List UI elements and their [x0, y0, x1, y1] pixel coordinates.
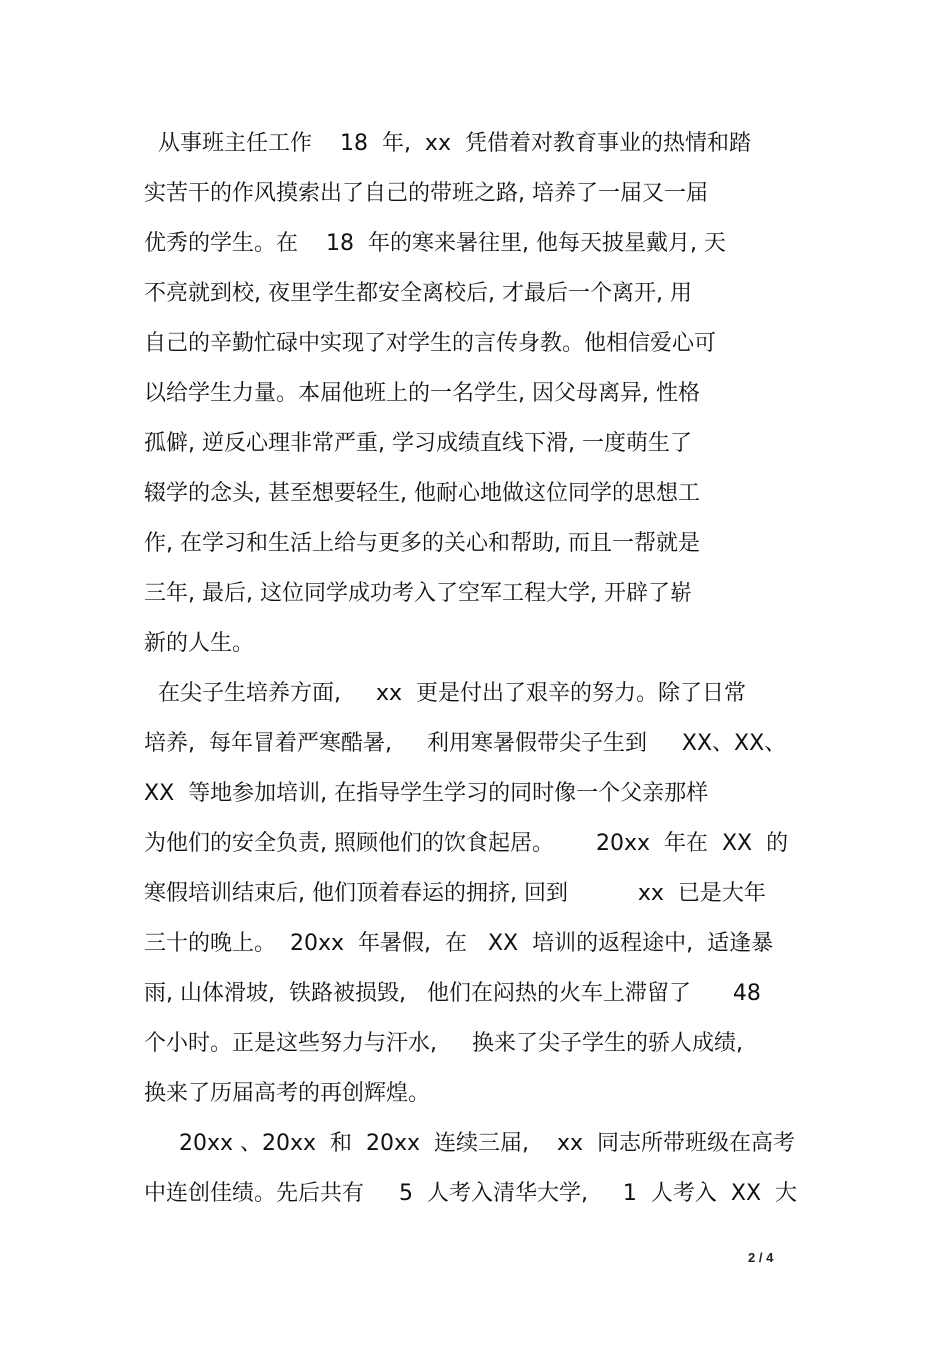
text-line: XX 等地参加培训, 在指导学生学习的同时像一个父亲那样 — [144, 781, 709, 806]
text-line: 辍学的念头, 甚至想要轻生, 他耐心地做这位同学的思想工 — [144, 481, 700, 506]
text-line: 孤僻, 逆反心理非常严重, 学习成绩直线下滑, 一度萌生了 — [144, 431, 692, 456]
text-line: 个小时。正是这些努力与汗水, 换来了尖子学生的骄人成绩, — [144, 1031, 743, 1056]
text-line: 从事班主任工作 18 年, xx 凭借着对教育事业的热情和踏 — [144, 131, 751, 156]
text-line: 实苦干的作风摸索出了自己的带班之路, 培养了一届又一届 — [144, 181, 708, 206]
text-line: 新的人生。 — [144, 631, 255, 656]
text-line: 为他们的安全负责, 照顾他们的饮食起居。 20xx 年在 XX 的 — [144, 831, 789, 856]
page-number: 2 / 4 — [748, 1250, 774, 1265]
text-line: 不亮就到校, 夜里学生都安全离校后, 才最后一个离开, 用 — [144, 281, 692, 306]
text-line: 作, 在学习和生活上给与更多的关心和帮助, 而且一帮就是 — [144, 531, 700, 556]
text-line: 三年, 最后, 这位同学成功考入了空军工程大学, 开辟了崭 — [144, 581, 692, 606]
text-line: 三十的晚上。 20xx 年暑假, 在 XX 培训的返程途中, 适逢暴 — [144, 931, 774, 956]
text-line: 寒假培训结束后, 他们顶着春运的拥挤, 回到 xx 已是大年 — [144, 881, 766, 906]
text-line: 20xx 、20xx 和 20xx 连续三届, xx 同志所带班级在高考 — [144, 1131, 796, 1156]
text-line: 优秀的学生。在 18 年的寒来暑往里, 他每天披星戴月, 天 — [144, 231, 726, 256]
text-line: 自己的辛勤忙碌中实现了对学生的言传身教。他相信爱心可 — [144, 331, 717, 356]
text-line: 以给学生力量。本届他班上的一名学生, 因父母离异, 性格 — [144, 381, 700, 406]
text-line: 中连创佳绩。先后共有 5 人考入清华大学, 1 人考入 XX 大 — [144, 1181, 798, 1206]
text-line: 换来了历届高考的再创辉煌。 — [144, 1081, 431, 1106]
text-line: 在尖子生培养方面, xx 更是付出了艰辛的努力。除了日常 — [144, 681, 746, 706]
text-line: 雨, 山体滑坡, 铁路被损毁, 他们在闷热的火车上滞留了 48 — [144, 981, 761, 1006]
text-line: 培养, 每年冒着严寒酷暑, 利用寒暑假带尖子生到 XX、XX、 — [144, 731, 787, 756]
